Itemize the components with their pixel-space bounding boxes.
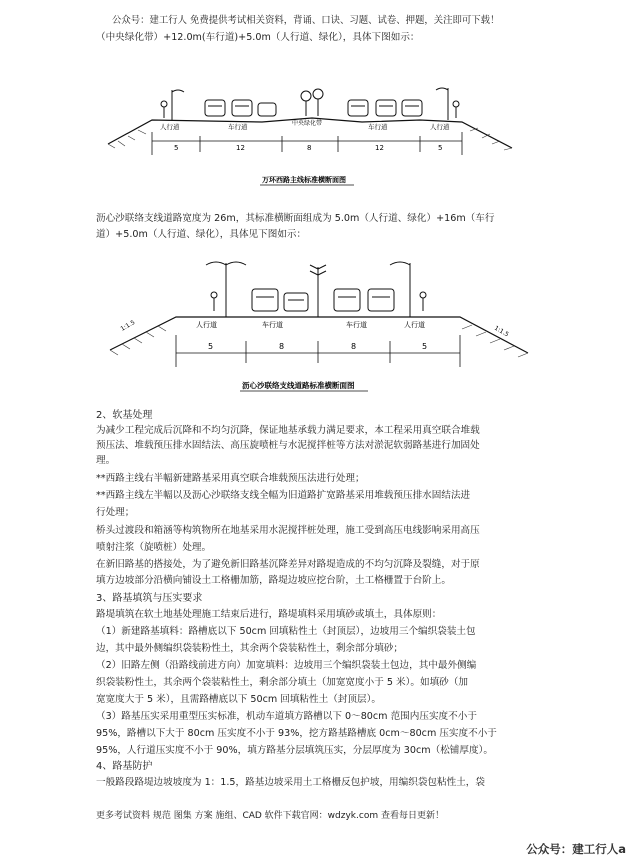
section3-line: 宽宽度大于 5 米），且需路槽底以下 50cm 回填粘性土（封顶层）。: [96, 694, 381, 705]
fig2-slope-left: 1:1.5: [119, 318, 137, 333]
section3-line: 边，其中最外侧编织袋装粉性土，其余两个袋装粘性土，剩余部分填砂；: [96, 643, 403, 654]
vehicle-left-2: [232, 100, 252, 116]
section3-heading: 3、路基填筑与压实要求: [96, 593, 203, 604]
fig2-slope-right: 1:1.5: [493, 324, 510, 339]
fig2-vehicle-1: [252, 289, 278, 311]
vehicle-right-3: [402, 100, 422, 116]
fig1-dim-4: 5: [438, 144, 443, 152]
fig1-caption: 万环西路主线标准横断面图: [262, 176, 346, 184]
figure2-ground-line: [110, 317, 528, 353]
section3-line: （3）路基压实采用重型压实标准，机动车道填方路槽以下 0～80cm 范围内压实度不小于: [96, 711, 477, 722]
section2-line: 理。: [96, 455, 116, 466]
section3-line: （2）旧路左侧（沿路线前进方向）加宽填料：边坡用三个编织袋装土包边，其中最外侧编: [96, 660, 477, 671]
median-trees: [301, 89, 323, 116]
fig2-dim-2: 8: [351, 342, 357, 351]
fig2-caption: 沥心沙联络支线道路标准横断面图: [242, 381, 355, 390]
section2-line: 桥头过渡段和箱涵等构筑物所在地基采用水泥搅拌桩处理，施工受到高压电线影响采用高压: [96, 525, 480, 536]
fig1-dim-1: 12: [236, 144, 245, 152]
watermark: 公众号：建工行人a: [526, 842, 626, 856]
fig1-label-roadway-left: 车行道: [228, 123, 248, 131]
branch-para-line-2: 道）+5.0m（人行道、绿化），具体见下图如示：: [96, 229, 307, 240]
section2-line: 预压法、堆载预压排水固结法、高压旋喷桩与水泥搅拌桩等方法对淤泥软弱路基进行加固处: [96, 440, 480, 451]
section3-line: 95%，路槽以下大于 80cm 压实度不小于 93%，挖方路基路槽底 0cm～80cm 压实度不小于: [96, 728, 497, 739]
lamp-right: [436, 88, 448, 120]
fig2-dim-0: 5: [208, 342, 214, 351]
vehicle-left-1: [205, 100, 225, 116]
fig1-label-sidewalk-right: 人行道: [430, 123, 450, 131]
fig2-dim-1: 8: [279, 342, 285, 351]
fig1-label-median: 中央绿化带: [292, 120, 323, 127]
section4-line: 一般路段路堤边坡坡度为 1：1.5，路基边坡采用土工格栅反包护坡，用编织袋包粘性土，袋: [96, 777, 485, 788]
vehicle-left-3: [258, 103, 276, 116]
fig2-label-sidewalk-right: 人行道: [404, 321, 425, 329]
section3-line: 路堤填筑在软土地基处理施工结束后进行，路堤填料采用填砂或填土，具体原则：: [96, 609, 442, 620]
section2-line: **西路主线左半幅以及沥心沙联络支线全幅为旧道路扩宽路基采用堆载预压排水固结法进: [96, 490, 471, 501]
footer-link-text: 更多考试资料 规范 图集 方案 施组、CAD 软件下载官网：wdzyk.com 查看每日更新！: [96, 811, 444, 821]
section2-line: 在新旧路基的搭接处，为了避免新旧路基沉降差异对路堤造成的不均匀沉降及裂缝，对于原: [96, 559, 480, 570]
fig1-label-sidewalk-left: 人行道: [160, 123, 180, 131]
header-continuation: （中央绿化带）+12.0m(车行道)+5.0m（人行道、绿化），具体下图如示：: [96, 32, 420, 43]
section2-line: **西路主线右半幅新建路基采用真空联合堆载预压法进行处理；: [96, 473, 365, 484]
section2-line: 行处理；: [96, 507, 135, 518]
fig2-label-roadway-left: 车行道: [262, 321, 283, 329]
fig2-label-roadway-right: 车行道: [346, 321, 367, 329]
section3-line: 织袋装粉性土，其余两个袋装粘性土，剩余部分填土（加宽宽度小于 5 米）。如填砂（加: [96, 677, 468, 688]
fig2-dim-3: 5: [422, 342, 428, 351]
section2-line: 为减少工程完成后沉降和不均匀沉降，保证地基承载力满足要求，本工程采用真空联合堆载: [96, 425, 480, 436]
fig2-lamp-center: [310, 265, 326, 317]
fig2-vehicle-2: [284, 293, 308, 311]
fig2-lamp-left: [206, 262, 246, 317]
figure1-cross-section: [0, 0, 638, 200]
section2-line: 喷射注浆（旋喷桩）处理。: [96, 542, 212, 553]
vehicle-right-2: [376, 100, 396, 116]
branch-para-line-1: 沥心沙联络支线道路宽度为 26m，其标准横断面组成为 5.0m（人行道、绿化）+16m（车行: [96, 213, 495, 224]
figure2-cross-section: [0, 245, 638, 405]
fig2-vehicle-4: [368, 289, 394, 311]
section2-line: 填方边坡部分沿横向铺设土工格栅加筋，路堤边坡应挖台阶，土工格栅置于台阶上。: [96, 575, 451, 586]
fig1-dim-0: 5: [174, 144, 179, 152]
section4-heading: 4、路基防护: [96, 761, 153, 772]
section3-line: （1）新建路基填料：路槽底以下 50cm 回填粘性土（封顶层），边坡用三个编织袋装土包: [96, 626, 476, 637]
fig1-label-roadway-right: 车行道: [368, 123, 388, 131]
lamp-left: [172, 90, 184, 120]
fig1-dim-3: 12: [375, 144, 384, 152]
fig2-label-sidewalk-left: 人行道: [196, 321, 217, 329]
fig1-dim-2: 8: [307, 144, 312, 152]
fig2-vehicle-3: [334, 289, 360, 311]
section2-heading: 2、软基处理: [96, 410, 153, 421]
section3-line: 95%，人行道压实度不小于 90%，填方路基分层填筑压实，分层厚度为 30cm（松铺厚度）。: [96, 745, 493, 756]
vehicle-right-1: [348, 100, 368, 116]
header-notice: 公众号：建工行人 免费提供考试相关资料，背诵、口诀、习题、试卷、押题，关注即可下载！: [112, 15, 500, 26]
